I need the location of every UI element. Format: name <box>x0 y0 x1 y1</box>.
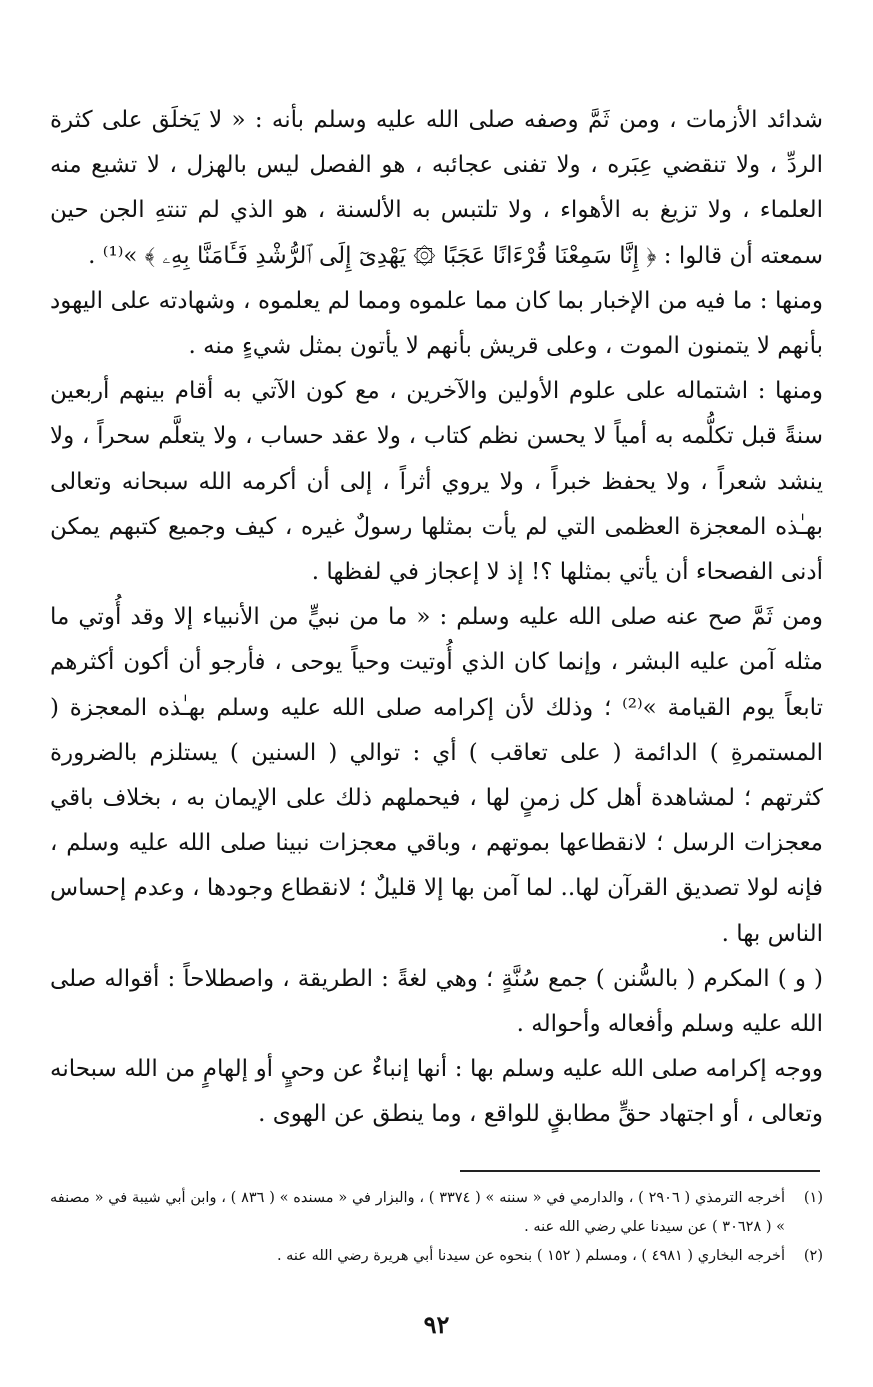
footnote-text: أخرجه البخاري ( ٤٩٨١ ) ، ومسلم ( ١٥٢ ) بنحوه عن سيدنا أبي هريرة رضي الله عنه . <box>276 1248 785 1264</box>
footnote-number: (٢) <box>803 1248 823 1264</box>
paragraph-3: ومنها : اشتماله على علوم الأولين والآخرين ، مع كون الآتي به أقام بينهم أربعين سنةً قبل تكلُّمه به أمياً لا يحسن نظم كتاب ، ولا عقد حساب ، ولا يتعلَّم سحراً ، ولا ينشد شعراً ، ولا يحفظ خبراً ، ولا يروي أثراً ، إلى أن أكرمه الله سبحانه وتعالى بهـٰذه المعجزة العظمى التي لم يأت بمثلها رسولٌ غيره ، كيف وجميع كتبهم يمكن أدنى الفصحاء أن يأتي بمثلها ؟! إذ لا إعجاز في لفظها . <box>50 378 823 586</box>
paragraph-2: ومنها : ما فيه من الإخبار بما كان مما علموه ومما لم يعلموه ، وشهادته على اليهود بأنهم لا يتمنون الموت ، وعلى قريش بأنهم لا يأتون بمثل شيءٍ منه . <box>50 287 823 360</box>
paragraph-5: ( و ) المكرم ( بالسُّنن ) جمع سُنَّةٍ ؛ وهي لغةً : الطريقة ، واصطلاحاً : أقواله صلى الله عليه وسلم وأفعاله وأحواله . <box>50 965 823 1038</box>
footnote-divider <box>460 1170 820 1172</box>
main-text <box>50 98 823 1138</box>
footnote-text: أخرجه الترمذي ( ٢٩٠٦ ) ، والدارمي في « سننه » ( ٣٣٧٤ ) ، والبزار في « مسنده » ( ٨٣٦ ) ، وابن أبي شيبة في « مصنفه » ( ٣٠٦٢٨ ) عن سيدنا علي رضي الله عنه . <box>50 1190 785 1235</box>
paragraph-1: شدائد الأزمات ، ومن ثَمَّ وصفه صلى الله عليه وسلم بأنه : « لا يَخلَق على كثرة الردِّ ، ولا تنقضي عِبَره ، ولا تفنى عجائبه ، هو الفصل ليس بالهزل ، لا تشبع منه العلماء ، ولا تزيغ به الأهواء ، ولا تلتبس به الألسنة ، هو الذي لم تنتهِ الجن حين سمعته أن قالوا : ﴿ إِنَّا سَمِعْنَا قُرْءَانًا عَجَبًا ۞ يَهْدِىٓ إِلَى ٱلرُّشْدِ فَـَٔامَنَّا بِهِۦ ﴾ »⁽¹⁾ . <box>50 107 823 269</box>
footnote-number: (١) <box>803 1190 823 1206</box>
footnotes <box>50 1184 823 1271</box>
footnote-1 <box>50 1184 823 1242</box>
footnote-2 <box>50 1242 823 1271</box>
page-number: ٩٢ <box>423 1310 450 1339</box>
paragraph-6: ووجه إكرامه صلى الله عليه وسلم بها : أنها إنباءٌ عن وحيٍ أو إلهامٍ من الله سبحانه وتعالى ، أو اجتهاد حقٍّ مطابقٍ للواقع ، وما ينطق عن الهوى . <box>50 1056 823 1128</box>
paragraph-4: ومن ثَمَّ صح عنه صلى الله عليه وسلم : « ما من نبيٍّ من الأنبياء إلا وقد أُوتي ما مثله آمن عليه البشر ، وإنما كان الذي أُوتيت وحياً يوحى ، فأرجو أن أكون أكثرهم تابعاً يوم القيامة »⁽²⁾ ؛ وذلك لأن إكرامه صلى الله عليه وسلم بهـٰذه المعجزة ( المستمرةِ ) الدائمة ( على تعاقب ) أي : توالي ( السنين ) يستلزم بالضرورة كثرتهم ؛ لمشاهدة أهل كل زمنٍ لها ، فيحملهم ذلك على الإيمان به ، بخلاف باقي معجزات الرسل ؛ لانقطاعها بموتهم ، وباقي معجزات نبينا صلى الله عليه وسلم ، فإنه لولا تصديق القرآن لها.. لما آمن بها إلا قليلٌ ؛ لانقطاع وجودها ، وعدم إحساس الناس بها . <box>50 604 824 947</box>
